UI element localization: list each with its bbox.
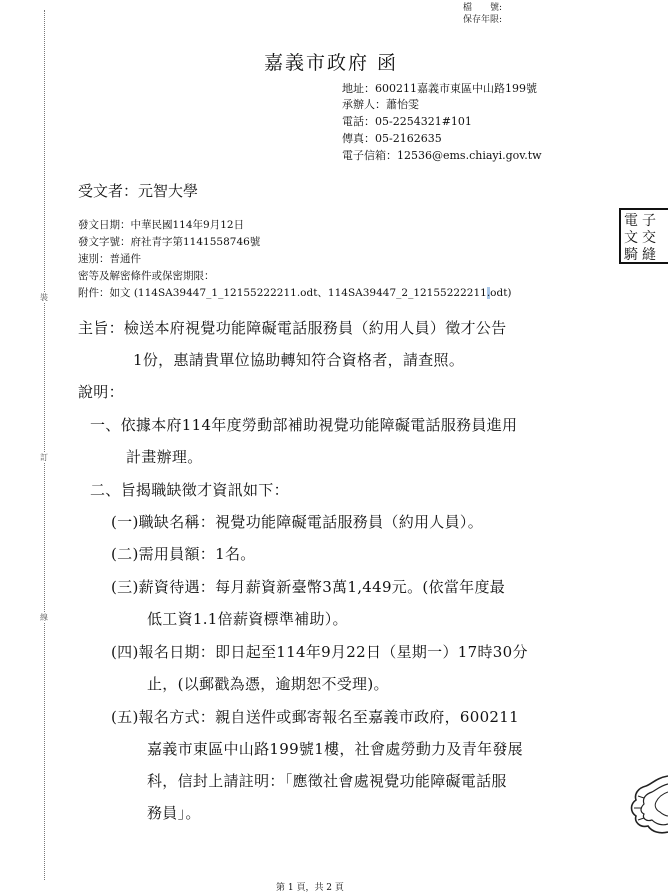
- attachment-ext: odt): [490, 287, 512, 299]
- sub-item-3-line-2: 低工資1.1倍薪資標準補助）。: [147, 610, 348, 628]
- stamp-char-5: 騎: [624, 247, 638, 263]
- electronic-seal-stamp: [618, 207, 668, 265]
- sub-item-5-line-1: (五)報名方式：親自送件或郵寄報名至嘉義市政府，600211: [111, 708, 519, 726]
- sub-item-3-line-1: (三)薪資待遇：每月薪資新臺幣3萬1,449元。(依當年度最: [111, 578, 506, 596]
- item1-line-2: 計畫辦理。: [126, 448, 203, 466]
- item1-line-1: 一、依據本府114年度勞動部補助視覺功能障礙電話服務員進用: [90, 416, 518, 434]
- sub-item-2: (二)需用員額：1名。: [111, 545, 256, 563]
- stamp-char-3: 文: [624, 230, 638, 246]
- binding-char-zhuang: 裝: [40, 293, 48, 302]
- text-cursor-highlight: .: [486, 287, 491, 299]
- document-title: 嘉義市政府 函: [264, 52, 399, 74]
- item2-line-1: 二、旨揭職缺徵才資訊如下：: [90, 481, 289, 499]
- contact-address: 地址：600211嘉義市東區中山路199號: [342, 82, 537, 95]
- attachment-line: [78, 286, 512, 301]
- recipient: 受文者：元智大學: [78, 182, 199, 200]
- issue-date: 發文日期：中華民國114年9月12日: [78, 219, 245, 231]
- sub-item-4-line-1: (四)報名日期：即日起至114年9月22日（星期一）17時30分: [111, 643, 528, 661]
- explanation-label: 說明：: [78, 383, 124, 401]
- contact-phone: 電話：05-2254321#101: [342, 115, 472, 128]
- security-level: 密等及解密條件或保密期限：: [78, 270, 215, 282]
- stamp-char-1: 電: [624, 213, 638, 229]
- binding-char-ding: 訂: [40, 453, 48, 462]
- binding-char-xian: 線: [40, 613, 48, 622]
- sub-item-5-line-2: 嘉義市東區中山路199號1樓，社會處勞動力及青年發展: [147, 740, 523, 758]
- official-seal-fragment: [628, 770, 668, 840]
- attachment-text: 附件：如文 (114SA39447_1_12155222211.odt、114SA39447_2_12155222211: [78, 287, 487, 299]
- sub-item-5-line-4: 務員」。: [147, 804, 201, 822]
- sub-item-1: (一)職缺名稱：視覺功能障礙電話服務員（約用人員）。: [111, 513, 484, 531]
- binding-line: [44, 10, 45, 880]
- issue-number: 發文字號：府社青字第1141558746號: [78, 236, 261, 248]
- stamp-char-6: 縫: [642, 247, 656, 263]
- stamp-char-4: 交: [642, 230, 656, 246]
- stamp-char-2: 子: [642, 213, 656, 229]
- archive-file-no: 檔 號:: [463, 3, 503, 13]
- subject-line-2: 1份，惠請貴單位協助轉知符合資格者，請查照。: [133, 351, 465, 369]
- sub-item-5-line-3: 科，信封上請註明：「應徵社會處視覺功能障礙電話服: [147, 772, 507, 790]
- contact-handler: 承辦人：蕭怡雯: [342, 98, 419, 111]
- archive-retention: 保存年限:: [463, 15, 503, 25]
- contact-email: 電子信箱：12536@ems.chiayi.gov.tw: [342, 149, 542, 162]
- speed-class: 速別：普通件: [78, 253, 141, 265]
- page-number: 第 1 頁，共 2 頁: [276, 883, 344, 893]
- sub-item-4-line-2: 止，(以郵戳為憑，逾期恕不受理)。: [147, 675, 389, 693]
- contact-fax: 傳真：05-2162635: [342, 132, 442, 145]
- subject-line-1: 主旨：檢送本府視覺功能障礙電話服務員（約用人員）徵才公告: [78, 319, 507, 337]
